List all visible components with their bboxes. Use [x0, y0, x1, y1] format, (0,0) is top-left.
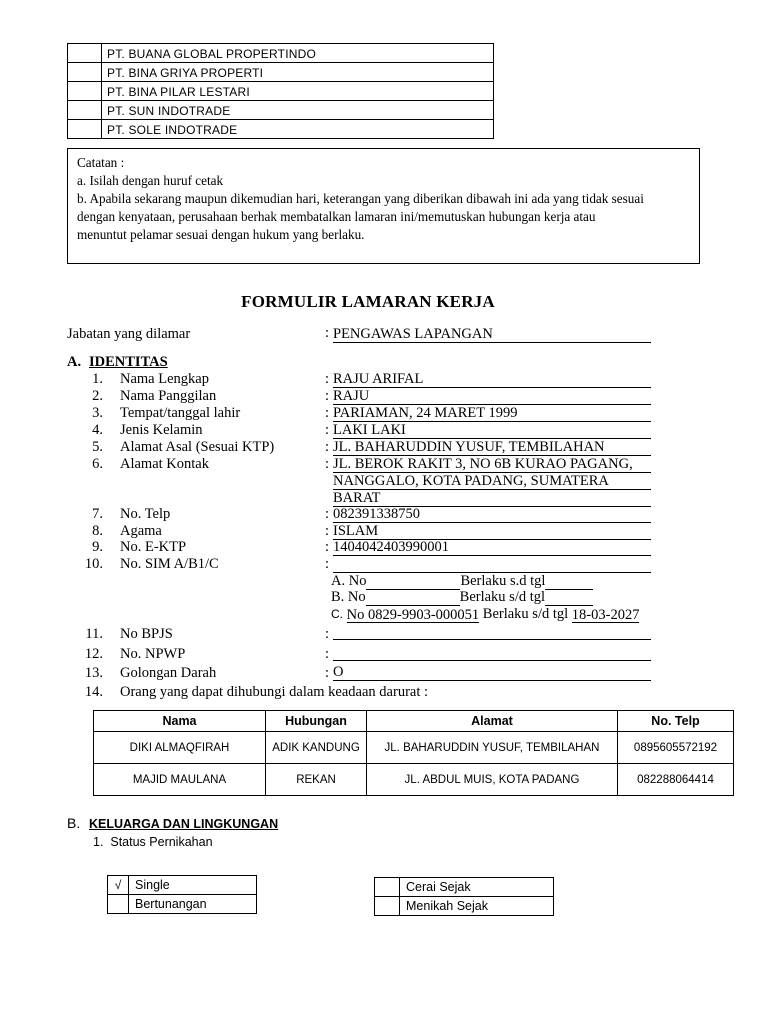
npwp-label: No. NPWP [120, 646, 186, 662]
sim-c-expiry-field[interactable]: 18-03-2027 [571, 607, 640, 623]
sim-a-row [331, 573, 593, 590]
item-number: 10. [84, 556, 103, 572]
nickname-label: Nama Panggilan [120, 388, 217, 404]
contact-relation-cell[interactable]: ADIK KANDUNG [266, 732, 367, 764]
contact-relation-cell[interactable]: REKAN [266, 764, 367, 796]
npwp-field[interactable] [333, 644, 651, 661]
company-row [68, 63, 494, 82]
colon: : [325, 626, 330, 642]
notes-line-b2: dengan kenyataan, perusahaan berhak membatalkan lamaran ini/memutuskan hubungan kerja atau [77, 209, 596, 224]
married-checkbox[interactable] [375, 897, 400, 916]
item-number: 7. [92, 506, 103, 522]
item-number: 14. [84, 684, 103, 700]
engaged-label: Bertunangan [129, 895, 257, 914]
sim-b-expiry-field[interactable] [545, 590, 593, 606]
sim-b-expiry-label: Berlaku s/d tgl [459, 589, 546, 605]
notes-heading: Catatan : [77, 155, 125, 170]
emergency-contact-table [93, 710, 734, 796]
company-row [68, 44, 494, 63]
section-a-title: IDENTITAS [89, 354, 168, 370]
column-header-name: Nama [94, 711, 266, 732]
company-row [68, 120, 494, 139]
item-number: 13. [84, 665, 103, 681]
phone-field[interactable]: 082391338750 [333, 506, 651, 523]
company-checkbox[interactable] [68, 120, 102, 139]
item-number: 5. [92, 439, 103, 455]
contact-address-line-2[interactable]: NANGGALO, KOTA PADANG, SUMATERA [333, 473, 651, 490]
single-label: Single [129, 876, 257, 895]
colon: : [325, 439, 330, 455]
position-colon: : [325, 325, 330, 341]
religion-field[interactable]: ISLAM [333, 523, 651, 540]
colon: : [325, 556, 330, 572]
company-name: PT. SOLE INDOTRADE [102, 120, 494, 139]
item-number: 2. [92, 388, 103, 404]
ektp-field[interactable]: 1404042403990001 [333, 539, 651, 556]
full-name-label: Nama Lengkap [120, 371, 209, 387]
colon: : [325, 539, 330, 555]
company-checkbox[interactable] [68, 63, 102, 82]
bpjs-label: No BPJS [120, 626, 173, 642]
gender-field[interactable]: LAKI LAKI [333, 422, 651, 439]
column-header-phone: No. Telp [618, 711, 734, 732]
origin-address-label: Alamat Asal (Sesuai KTP) [120, 439, 275, 455]
divorced-label: Cerai Sejak [400, 878, 554, 897]
item-number: 6. [92, 456, 103, 472]
married-label: Menikah Sejak [400, 897, 554, 916]
sim-label: No. SIM A/B1/C [120, 556, 219, 572]
marital-status-table-right [374, 877, 554, 916]
sim-c-number: 0829-9903-000051 [367, 607, 480, 623]
contact-address-line-3[interactable]: BARAT [333, 490, 651, 507]
marital-option-row [375, 878, 554, 897]
birth-label: Tempat/tanggal lahir [120, 405, 241, 421]
notes-line-a: a. Isilah dengan huruf cetak [77, 173, 224, 188]
company-name: PT. SUN INDOTRADE [102, 101, 494, 120]
company-checkbox[interactable] [68, 101, 102, 120]
colon: : [325, 371, 330, 387]
colon: : [325, 506, 330, 522]
marital-status-table-left [107, 875, 257, 914]
item-number: 8. [92, 523, 103, 539]
table-row [94, 732, 734, 764]
marital-option-row [375, 897, 554, 916]
sim-c-no-label: No [346, 607, 365, 623]
contact-address-line-1[interactable]: JL. BEROK RAKIT 3, NO 6B KURAO PAGANG, [333, 456, 651, 473]
marital-option-row [108, 895, 257, 914]
sim-b-row [331, 589, 593, 606]
company-checkbox[interactable] [68, 44, 102, 63]
item-number: 3. [92, 405, 103, 421]
notes-box [67, 148, 700, 264]
divorced-checkbox[interactable] [375, 878, 400, 897]
origin-address-field[interactable]: JL. BAHARUDDIN YUSUF, TEMBILAHAN [333, 439, 651, 456]
table-header-row [94, 711, 734, 732]
full-name-field[interactable]: RAJU ARIFAL [333, 371, 651, 388]
ektp-label: No. E-KTP [120, 539, 187, 555]
sim-a-expiry-label: Berlaku s.d tgl [460, 573, 546, 589]
contact-address-cell[interactable]: JL. BAHARUDDIN YUSUF, TEMBILAHAN [367, 732, 618, 764]
marital-option-row [108, 876, 257, 895]
company-row [68, 101, 494, 120]
blood-type-field[interactable]: O [333, 664, 651, 681]
contact-phone-cell[interactable]: 082288064414 [618, 764, 734, 796]
colon: : [325, 456, 330, 472]
contact-address-label: Alamat Kontak [120, 456, 209, 472]
sim-c-expiry-label: Berlaku s/d tgl [482, 606, 569, 622]
colon: : [325, 422, 330, 438]
item-number: 11. [85, 626, 103, 642]
marital-status-heading: 1. Status Pernikahan [93, 835, 213, 849]
section-b-letter: B. [67, 815, 81, 831]
religion-label: Agama [120, 523, 162, 539]
column-header-relation: Hubungan [266, 711, 367, 732]
table-row [94, 764, 734, 796]
company-name: PT. BINA GRIYA PROPERTI [102, 63, 494, 82]
colon: : [325, 523, 330, 539]
item-number: 12. [84, 646, 103, 662]
item-number: 1. [92, 371, 103, 387]
sim-c-row [331, 606, 639, 623]
sim-a-expiry-field[interactable] [545, 574, 593, 590]
position-field[interactable]: PENGAWAS LAPANGAN [333, 326, 651, 343]
company-name: PT. BINA PILAR LESTARI [102, 82, 494, 101]
form-title: FORMULIR LAMARAN KERJA [241, 292, 495, 311]
colon: : [325, 646, 330, 662]
birth-field[interactable]: PARIAMAN, 24 MARET 1999 [333, 405, 651, 422]
contact-name-cell[interactable]: DIKI ALMAQFIRAH [94, 732, 266, 764]
company-name: PT. BUANA GLOBAL PROPERTINDO [102, 44, 494, 63]
sim-b-number-field[interactable] [366, 590, 460, 606]
blood-type-label: Golongan Darah [120, 665, 217, 681]
sim-c-prefix: C. [331, 607, 343, 621]
nickname-field[interactable]: RAJU [333, 388, 651, 405]
contact-phone-cell[interactable]: 0895605572192 [618, 732, 734, 764]
company-checkbox[interactable] [68, 82, 102, 101]
sim-a-number-field[interactable] [366, 574, 460, 590]
sim-a-prefix: A. No [331, 573, 367, 589]
contact-address-cell[interactable]: JL. ABDUL MUIS, KOTA PADANG [367, 764, 618, 796]
colon: : [325, 405, 330, 421]
notes-line-b1: b. Apabila sekarang maupun dikemudian hari, keterangan yang diberikan dibawah ini ada yang tidak sesuai [77, 191, 644, 206]
emergency-contact-label: Orang yang dapat dihubungi dalam keadaan darurat : [120, 684, 429, 700]
section-a-letter: A. [67, 354, 82, 370]
gender-label: Jenis Kelamin [120, 422, 203, 438]
sim-c-number-field[interactable] [347, 607, 480, 623]
position-label: Jabatan yang dilamar [67, 326, 191, 342]
sim-field[interactable] [333, 556, 651, 573]
single-checkbox[interactable]: √ [108, 876, 129, 895]
company-table [67, 43, 494, 139]
engaged-checkbox[interactable] [108, 895, 129, 914]
bpjs-field[interactable] [333, 623, 651, 640]
colon: : [325, 665, 330, 681]
contact-name-cell[interactable]: MAJID MAULANA [94, 764, 266, 796]
phone-label: No. Telp [120, 506, 171, 522]
company-row [68, 82, 494, 101]
notes-line-b3: menuntut pelamar sesuai dengan hukum yang berlaku. [77, 227, 365, 242]
item-number: 9. [92, 539, 103, 555]
item-number: 4. [92, 422, 103, 438]
column-header-address: Alamat [367, 711, 618, 732]
colon: : [325, 388, 330, 404]
sim-b-prefix: B. No [331, 589, 366, 605]
section-b-title: KELUARGA DAN LINGKUNGAN [89, 817, 279, 831]
